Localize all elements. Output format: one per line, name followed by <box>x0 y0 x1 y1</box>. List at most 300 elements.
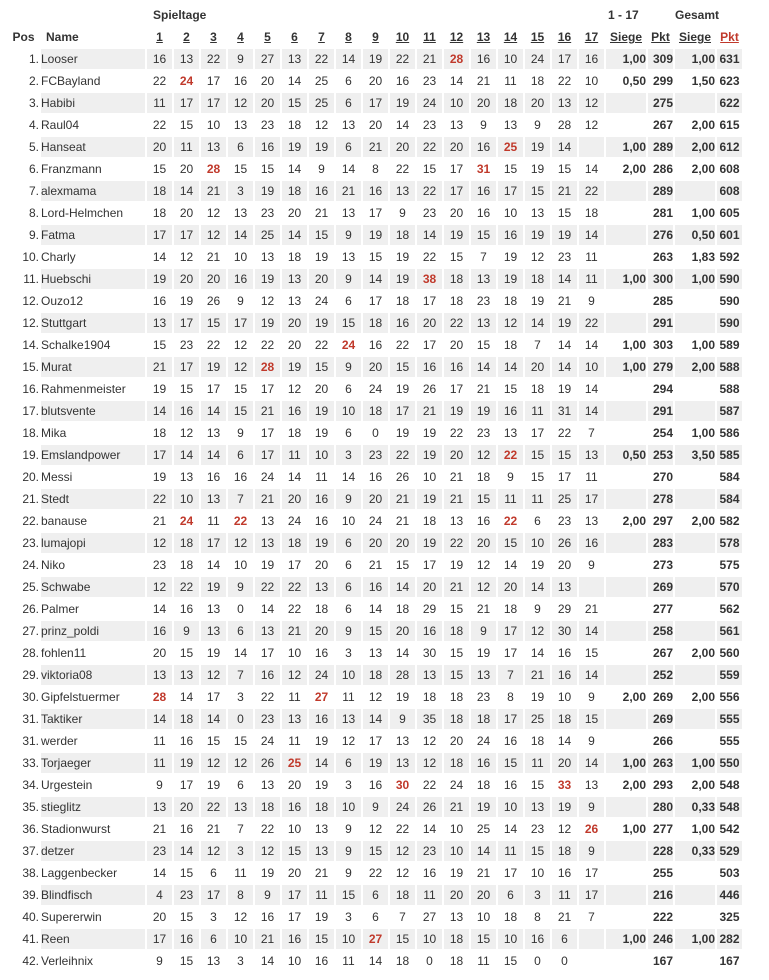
row-pkt: 273 <box>648 555 673 575</box>
row-score-md17: 7 <box>579 423 604 443</box>
row-score-md17: 12 <box>579 115 604 135</box>
matchday-header-3[interactable]: 3 <box>210 30 217 44</box>
row-score-md17: 18 <box>579 203 604 223</box>
matchday-header-8[interactable]: 8 <box>345 30 352 44</box>
table-row <box>8 379 742 399</box>
row-score-md7: 15 <box>309 357 334 377</box>
row-score-md8: 13 <box>336 247 361 267</box>
row-siege-total <box>675 401 715 421</box>
table-row <box>8 599 742 619</box>
row-score-md14: 22 <box>498 445 523 465</box>
row-score-md3: 22 <box>201 797 226 817</box>
row-score-md15: 12 <box>525 621 550 641</box>
row-score-md9: 24 <box>363 379 388 399</box>
row-position: 31. <box>22 734 39 748</box>
row-score-md5: 16 <box>255 907 280 927</box>
matchday-header-11[interactable]: 11 <box>423 30 436 44</box>
row-player-name: Schwabe <box>41 577 145 597</box>
row-player-name: Schalke1904 <box>41 335 145 355</box>
row-siege <box>606 907 646 927</box>
matchday-header-9[interactable]: 9 <box>372 30 379 44</box>
row-score-md9: 16 <box>363 335 388 355</box>
row-position: 22. <box>22 514 39 528</box>
row-score-md12: 15 <box>444 643 469 663</box>
row-score-md16: 13 <box>552 93 577 113</box>
row-score-md16: 26 <box>552 533 577 553</box>
row-score-md12: 22 <box>444 533 469 553</box>
row-score-md9: 18 <box>363 313 388 333</box>
row-score-md15: 19 <box>525 555 550 575</box>
matchday-header-10[interactable]: 10 <box>395 30 410 44</box>
row-score-md15: 14 <box>525 313 550 333</box>
row-score-md7: 20 <box>309 621 334 641</box>
row-score-md10: 13 <box>390 753 415 773</box>
row-score-md16: 23 <box>552 511 577 531</box>
row-player-name: stieglitz <box>41 797 145 817</box>
row-score-md1: 28 <box>147 687 172 707</box>
row-score-md6: 17 <box>282 907 307 927</box>
row-score-md10: 20 <box>390 533 415 553</box>
row-score-md13: 16 <box>471 137 496 157</box>
row-score-md2: 17 <box>174 93 199 113</box>
row-score-md6: 18 <box>282 115 307 135</box>
row-score-md14: 18 <box>498 335 523 355</box>
matchday-header-15[interactable]: 15 <box>530 30 545 44</box>
row-pkt: 291 <box>648 313 673 333</box>
row-score-md1: 17 <box>147 445 172 465</box>
row-score-md2: 20 <box>174 203 199 223</box>
gesamt-label: Gesamt <box>675 8 720 22</box>
row-siege: 1,00 <box>606 357 646 377</box>
row-score-md17: 11 <box>579 269 604 289</box>
row-pkt: 269 <box>648 577 673 597</box>
row-score-md10: 14 <box>390 115 415 135</box>
row-score-md17: 9 <box>579 797 604 817</box>
row-score-md5: 23 <box>255 709 280 729</box>
row-siege-total <box>675 555 715 575</box>
row-score-md6: 14 <box>282 467 307 487</box>
row-score-md14: 15 <box>498 951 523 971</box>
row-score-md15: 10 <box>525 533 550 553</box>
row-score-md15: 19 <box>525 159 550 179</box>
row-score-md10: 18 <box>390 599 415 619</box>
row-siege: 1,00 <box>606 269 646 289</box>
row-siege-total: 2,00 <box>675 159 715 179</box>
matchday-header-5[interactable]: 5 <box>264 30 271 44</box>
row-siege-total <box>675 863 715 883</box>
row-total-pkt: 623 <box>717 71 742 91</box>
row-score-md4: 9 <box>228 49 253 69</box>
row-score-md16: 19 <box>552 797 577 817</box>
row-pkt: 255 <box>648 863 673 883</box>
row-score-md8: 9 <box>336 863 361 883</box>
row-position: 7. <box>28 184 39 198</box>
row-pkt: 303 <box>648 335 673 355</box>
row-score-md13: 21 <box>471 379 496 399</box>
row-siege-total: 1,00 <box>675 335 715 355</box>
row-score-md2: 19 <box>174 753 199 773</box>
row-score-md4: 15 <box>228 379 253 399</box>
row-player-name: Palmer <box>41 599 145 619</box>
row-score-md9: 13 <box>363 643 388 663</box>
row-score-md3: 12 <box>201 841 226 861</box>
row-score-md9: 19 <box>363 225 388 245</box>
row-siege: 1,00 <box>606 137 646 157</box>
row-score-md13: 16 <box>471 753 496 773</box>
matchday-header-17[interactable]: 17 <box>584 30 599 44</box>
matchday-header-13[interactable]: 13 <box>476 30 491 44</box>
row-player-name: detzer <box>41 841 145 861</box>
row-pkt: 267 <box>648 643 673 663</box>
row-score-md12: 17 <box>444 181 469 201</box>
row-score-md11: 23 <box>417 115 442 135</box>
row-score-md10: 18 <box>390 885 415 905</box>
row-score-md5: 21 <box>255 489 280 509</box>
row-score-md16: 16 <box>552 863 577 883</box>
table-row <box>8 753 742 773</box>
row-score-md11: 19 <box>417 489 442 509</box>
row-score-md12: 14 <box>444 71 469 91</box>
row-score-md3: 13 <box>201 137 226 157</box>
table-row <box>8 181 742 201</box>
row-score-md9: 18 <box>363 665 388 685</box>
row-score-md6: 18 <box>282 423 307 443</box>
row-score-md3: 12 <box>201 665 226 685</box>
row-score-md11: 19 <box>417 533 442 553</box>
row-score-md2: 18 <box>174 709 199 729</box>
row-score-md8: 3 <box>336 445 361 465</box>
row-total-pkt: 584 <box>717 467 742 487</box>
row-score-md15: 8 <box>525 907 550 927</box>
table-row <box>8 247 742 267</box>
row-score-md6: 20 <box>282 335 307 355</box>
row-pkt: 222 <box>648 907 673 927</box>
row-score-md2: 16 <box>174 819 199 839</box>
row-score-md4: 6 <box>228 137 253 157</box>
table-row <box>8 797 742 817</box>
row-score-md7: 11 <box>309 467 334 487</box>
row-score-md2: 13 <box>174 49 199 69</box>
row-score-md9: 17 <box>363 731 388 751</box>
row-score-md12: 21 <box>444 489 469 509</box>
row-score-md15: 18 <box>525 379 550 399</box>
row-score-md12: 20 <box>444 335 469 355</box>
row-siege-total: 1,50 <box>675 71 715 91</box>
pos-header: Pos <box>12 30 35 44</box>
row-score-md10: 20 <box>390 621 415 641</box>
row-score-md9: 20 <box>363 489 388 509</box>
row-siege: 2,00 <box>606 159 646 179</box>
row-score-md4: 10 <box>228 247 253 267</box>
row-siege <box>606 291 646 311</box>
row-score-md6: 13 <box>282 291 307 311</box>
siege-total-header[interactable]: Siege <box>678 30 711 44</box>
row-score-md1: 21 <box>147 819 172 839</box>
row-pkt: 281 <box>648 203 673 223</box>
matchday-header-6[interactable]: 6 <box>291 30 298 44</box>
row-score-md16: 14 <box>552 357 577 377</box>
matchday-header-7[interactable]: 7 <box>318 30 325 44</box>
row-score-md4: 16 <box>228 467 253 487</box>
row-score-md9: 8 <box>363 159 388 179</box>
row-score-md7: 19 <box>309 401 334 421</box>
row-total-pkt: 608 <box>717 159 742 179</box>
row-siege-total: 2,00 <box>675 137 715 157</box>
row-score-md17: 10 <box>579 357 604 377</box>
row-score-md17: 22 <box>579 313 604 333</box>
row-score-md15: 23 <box>525 819 550 839</box>
row-score-md12: 18 <box>444 687 469 707</box>
row-score-md17: 13 <box>579 775 604 795</box>
row-score-md17: 14 <box>579 621 604 641</box>
row-player-name: Urgestein <box>41 775 145 795</box>
row-score-md3: 22 <box>201 335 226 355</box>
row-score-md4: 12 <box>228 533 253 553</box>
row-pkt: 246 <box>648 929 673 949</box>
row-score-md12: 18 <box>444 269 469 289</box>
row-score-md3: 17 <box>201 71 226 91</box>
row-score-md4: 14 <box>228 643 253 663</box>
row-score-md17: 17 <box>579 489 604 509</box>
row-siege <box>606 841 646 861</box>
row-score-md12: 10 <box>444 93 469 113</box>
row-player-name: Fatma <box>41 225 145 245</box>
row-score-md5: 9 <box>255 885 280 905</box>
row-pkt: 263 <box>648 753 673 773</box>
row-score-md8: 6 <box>336 71 361 91</box>
row-score-md16: 28 <box>552 115 577 135</box>
row-siege: 0,50 <box>606 71 646 91</box>
row-score-md6: 11 <box>282 445 307 465</box>
row-siege-total <box>675 93 715 113</box>
standings-table <box>6 3 744 973</box>
row-score-md17: 16 <box>579 49 604 69</box>
row-score-md16: 21 <box>552 291 577 311</box>
row-score-md9: 6 <box>363 885 388 905</box>
row-score-md13: 25 <box>471 819 496 839</box>
row-total-pkt: 590 <box>717 269 742 289</box>
row-siege <box>606 247 646 267</box>
row-score-md11: 26 <box>417 379 442 399</box>
row-score-md14: 25 <box>498 137 523 157</box>
row-score-md17 <box>579 929 604 949</box>
row-siege-total: 2,00 <box>675 775 715 795</box>
row-total-pkt: 575 <box>717 555 742 575</box>
row-score-md11: 24 <box>417 93 442 113</box>
table-row <box>8 225 742 245</box>
row-score-md1: 19 <box>147 269 172 289</box>
row-score-md1: 22 <box>147 489 172 509</box>
row-score-md7: 19 <box>309 907 334 927</box>
table-row <box>8 533 742 553</box>
row-score-md8: 13 <box>336 203 361 223</box>
row-score-md16: 22 <box>552 423 577 443</box>
row-score-md11: 16 <box>417 357 442 377</box>
row-score-md4: 9 <box>228 423 253 443</box>
row-score-md8: 10 <box>336 665 361 685</box>
row-pkt: 275 <box>648 93 673 113</box>
row-pkt: 258 <box>648 621 673 641</box>
row-score-md15: 24 <box>525 49 550 69</box>
row-score-md1: 13 <box>147 665 172 685</box>
row-score-md17 <box>579 137 604 157</box>
row-score-md13: 19 <box>471 643 496 663</box>
row-score-md5: 15 <box>255 159 280 179</box>
row-siege <box>606 731 646 751</box>
row-score-md2: 24 <box>174 511 199 531</box>
row-siege <box>606 93 646 113</box>
row-score-md17 <box>579 951 604 971</box>
matchday-header-1[interactable]: 1 <box>156 30 163 44</box>
row-score-md13: 15 <box>471 489 496 509</box>
row-siege <box>606 863 646 883</box>
row-score-md13: 24 <box>471 731 496 751</box>
row-total-pkt: 561 <box>717 621 742 641</box>
row-score-md7: 19 <box>309 731 334 751</box>
row-score-md1: 17 <box>147 225 172 245</box>
row-score-md3: 20 <box>201 269 226 289</box>
matchday-header-12[interactable]: 12 <box>449 30 464 44</box>
table-row <box>8 863 742 883</box>
row-score-md14: 15 <box>498 379 523 399</box>
row-siege-total: 1,00 <box>675 423 715 443</box>
row-score-md13: 21 <box>471 599 496 619</box>
pkt-header[interactable]: Pkt <box>651 30 670 44</box>
row-score-md9: 18 <box>363 401 388 421</box>
row-score-md1: 12 <box>147 533 172 553</box>
row-siege-total: 2,00 <box>675 511 715 531</box>
row-score-md11: 29 <box>417 599 442 619</box>
row-pkt: 299 <box>648 71 673 91</box>
row-score-md11: 30 <box>417 643 442 663</box>
row-score-md7: 22 <box>309 335 334 355</box>
row-position: 31. <box>22 712 39 726</box>
row-score-md1: 17 <box>147 929 172 949</box>
row-score-md8: 13 <box>336 115 361 135</box>
row-score-md14: 17 <box>498 863 523 883</box>
siege-header[interactable]: Siege <box>609 30 642 44</box>
row-total-pkt: 631 <box>717 49 742 69</box>
row-siege-total: 0,33 <box>675 797 715 817</box>
row-position: 21. <box>22 492 39 506</box>
row-score-md11: 22 <box>417 247 442 267</box>
row-total-pkt: 612 <box>717 137 742 157</box>
row-score-md15: 0 <box>525 951 550 971</box>
row-score-md7: 21 <box>309 863 334 883</box>
row-score-md6: 20 <box>282 489 307 509</box>
row-score-md9: 16 <box>363 467 388 487</box>
row-score-md2: 14 <box>174 687 199 707</box>
row-score-md13: 12 <box>471 555 496 575</box>
row-score-md1: 22 <box>147 115 172 135</box>
table-row <box>8 291 742 311</box>
row-pkt: 309 <box>648 49 673 69</box>
row-score-md3: 17 <box>201 533 226 553</box>
row-score-md1: 20 <box>147 907 172 927</box>
row-score-md11: 15 <box>417 159 442 179</box>
row-siege-total: 1,00 <box>675 753 715 773</box>
row-score-md16: 15 <box>552 203 577 223</box>
row-score-md11: 16 <box>417 863 442 883</box>
row-score-md14: 10 <box>498 797 523 817</box>
row-score-md11: 23 <box>417 841 442 861</box>
row-score-md1: 13 <box>147 313 172 333</box>
matchday-header-4[interactable]: 4 <box>237 30 244 44</box>
row-score-md8: 6 <box>336 555 361 575</box>
row-score-md12: 13 <box>444 907 469 927</box>
row-siege-total: 2,00 <box>675 357 715 377</box>
row-siege-total <box>675 313 715 333</box>
matchday-header-2[interactable]: 2 <box>183 30 190 44</box>
row-player-name: viktoria08 <box>41 665 145 685</box>
row-score-md13: 21 <box>471 863 496 883</box>
table-row <box>8 269 742 289</box>
row-score-md1: 16 <box>147 291 172 311</box>
row-score-md5: 24 <box>255 731 280 751</box>
row-score-md5: 20 <box>255 93 280 113</box>
row-siege <box>606 401 646 421</box>
row-score-md17: 14 <box>579 159 604 179</box>
row-score-md12: 13 <box>444 511 469 531</box>
row-score-md15: 3 <box>525 885 550 905</box>
row-siege-total <box>675 489 715 509</box>
row-score-md11: 12 <box>417 731 442 751</box>
row-score-md14: 19 <box>498 269 523 289</box>
table-row <box>8 159 742 179</box>
row-score-md16: 15 <box>552 159 577 179</box>
row-score-md14: 17 <box>498 181 523 201</box>
column-header-row <box>8 27 742 47</box>
row-score-md14: 18 <box>498 93 523 113</box>
row-position: 23. <box>22 536 39 550</box>
table-row <box>8 313 742 333</box>
row-pkt: 269 <box>648 687 673 707</box>
row-score-md1: 12 <box>147 577 172 597</box>
row-score-md4: 3 <box>228 841 253 861</box>
row-siege <box>606 665 646 685</box>
pkt-total-header[interactable]: Pkt <box>720 30 739 44</box>
row-score-md15: 13 <box>525 203 550 223</box>
row-score-md4: 12 <box>228 335 253 355</box>
row-score-md4: 12 <box>228 753 253 773</box>
row-score-md17: 7 <box>579 907 604 927</box>
row-player-name: Huebschi <box>41 269 145 289</box>
row-siege-total: 1,00 <box>675 269 715 289</box>
row-score-md5: 24 <box>255 467 280 487</box>
row-score-md4: 22 <box>228 511 253 531</box>
row-score-md16: 16 <box>552 665 577 685</box>
row-score-md1: 16 <box>147 621 172 641</box>
row-player-name: Rahmenmeister <box>41 379 145 399</box>
row-score-md11: 18 <box>417 511 442 531</box>
row-score-md3: 12 <box>201 203 226 223</box>
matchday-header-16[interactable]: 16 <box>557 30 572 44</box>
row-score-md12: 20 <box>444 885 469 905</box>
row-score-md2: 16 <box>174 731 199 751</box>
row-score-md6: 14 <box>282 225 307 245</box>
matchday-header-14[interactable]: 14 <box>503 30 518 44</box>
row-score-md14: 17 <box>498 643 523 663</box>
row-siege: 2,00 <box>606 687 646 707</box>
row-score-md11: 22 <box>417 775 442 795</box>
row-score-md9: 6 <box>363 907 388 927</box>
row-pkt: 277 <box>648 819 673 839</box>
row-score-md16: 20 <box>552 555 577 575</box>
row-score-md16: 25 <box>552 489 577 509</box>
row-score-md1: 20 <box>147 643 172 663</box>
row-siege: 1,00 <box>606 929 646 949</box>
row-player-name: alexmama <box>41 181 145 201</box>
